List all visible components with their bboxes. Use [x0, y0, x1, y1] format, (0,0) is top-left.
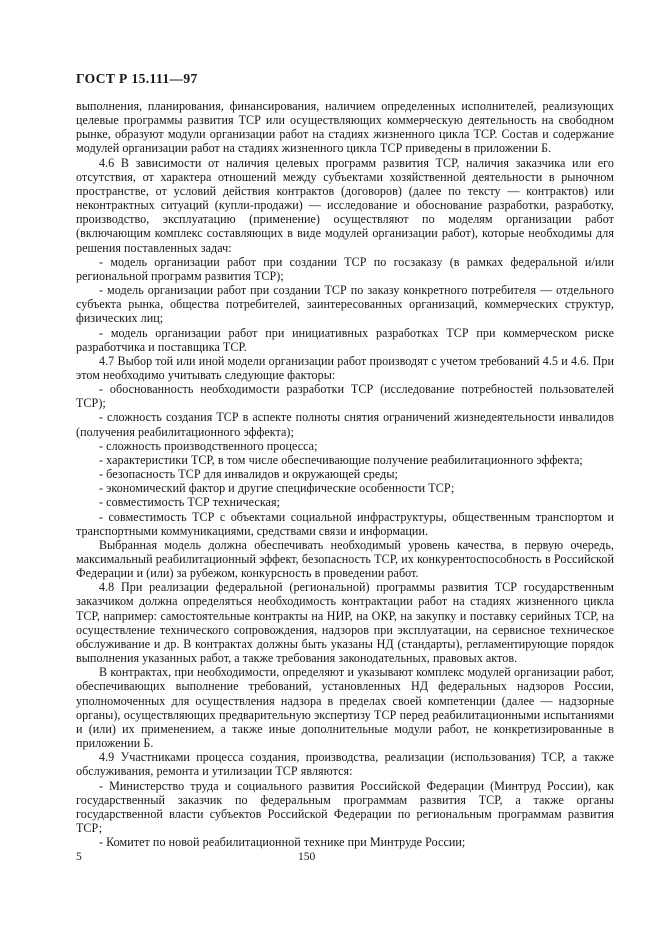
paragraph: 4.6 В зависимости от наличия целевых программ развития ТСР, наличия заказчика или его отсутствия, от характера отношений между субъектами хозяйственной деятельности в рыночном пространстве, от условий действия контрактов (договоров) (далее по тексту — контрактов) или неконтрактных ситуаций (купли-продажи) — исследование и обоснование разработки, разработку, производство, эксплуатацию (применение) осуществляют по моделям организации работ (включающим комплекс составляющих в виде модулей организации работ), которые необходимы для решения поставленных задач: [76, 155, 614, 255]
paragraph: 4.7 Выбор той или иной модели организации работ производят с учетом требований 4.5 и 4.6. При этом необходимо учитывать следующие факторы: [76, 353, 614, 382]
paragraph: - Министерство труда и социального развития Российской Федерации (Минтруд России), как государственный заказчик по федеральным программам развития ТСР, а также органы государственной власти субъектов Российской Федерации по региональным программам развития ТСР; [76, 778, 614, 835]
paragraph: - сложность создания ТСР в аспекте полноты снятия ограничений жизнедеятельности инвалидов (получения реабилитационного эффекта); [76, 410, 614, 439]
paragraph: - совместимость ТСР техническая; [99, 495, 280, 510]
paragraph: В контрактах, при необходимости, определяют и указывают комплекс модулей организации работ, обеспечивающих выполнение требований, установленных НД федеральных надзоров России, уполномоченных для осуществления надзора в пределах своей компетенции (далее — надзорные органы), осуществляющих предварительную экспертизу ТСР перед реабилитационными испытаниями и (или) их применением, а также иные дополнительные модули работ, не конкретизированные в приложении Б. [76, 665, 614, 751]
paragraph: 4.8 При реализации федеральной (региональной) программы развития ТСР государственным заказчиком должна определяться необходимость контрактации работ на стадиях жизненного цикла ТСР, например: самостоятельные контракты на НИР, на ОКР, на закупку и поставку серийных ТСР, на осуществление технического сопровождения, надзоров при эксплуатации, на сервисное техническое обслуживание и др. В контрактах должны быть указаны НД (стандарты), регламентирующие порядок выполнения указанных работ, а также требования законодательных, правовых актов. [76, 580, 614, 666]
paragraph: 4.9 Участниками процесса создания, производства, реализации (использования) ТСР, а также обслуживания, ремонта и утилизации ТСР являются: [76, 750, 614, 779]
paragraph: - совместимость ТСР с объектами социальной инфраструктуры, общественным транспортом и транспортными коммуникациями, средствами связи и информации. [76, 509, 614, 538]
paragraph: выполнения, планирования, финансирования, наличием определенных исполнителей, реализующих целевые программы развития ТСР или осуществляющих коммерческую деятельность на свободном рынке, образуют модули организации работ на стадиях жизненного цикла ТСР. Состав и содержание модулей организации работ на стадиях жизненного цикла ТСР приведены в приложении Б. [76, 99, 614, 156]
paragraph: - характеристики ТСР, в том числе обеспечивающие получение реабилитационного эффекта; [99, 452, 583, 467]
paragraph: - модель организации работ при создании ТСР по госзаказу (в рамках федеральной и/или региональной программ развития ТСР); [76, 254, 614, 283]
paragraph: - модель организации работ при инициативных разработках ТСР при коммерческом риске разработчика и поставщика ТСР. [76, 325, 614, 354]
paragraph: - сложность производственного процесса; [99, 438, 318, 453]
document-footer [76, 851, 614, 867]
paragraph: - экономический фактор и другие специфические особенности ТСР; [99, 481, 455, 496]
paragraph: - безопасность ТСР для инвалидов и окружающей среды; [99, 467, 398, 482]
paragraph: - Комитет по новой реабилитационной технике при Минтруде России; [99, 835, 466, 850]
paragraph: - модель организации работ при создании ТСР по заказу конкретного потребителя — отдельного субъекта рынка, общества потребителей, заинтересованных организаций, коммерческих структур, физических лиц; [76, 283, 614, 326]
paragraph: - обоснованность необходимости разработки ТСР (исследование потребностей пользователей ТСР); [76, 382, 614, 411]
sheet-number: 150 [298, 851, 316, 863]
page-number: 5 [76, 851, 82, 863]
paragraph: Выбранная модель должна обеспечивать необходимый уровень качества, в первую очередь, максимальный реабилитационный эффект, безопасность ТСР, их конкурентоспособность в Российской Федерации и (или) за рубежом, конкурсность в проведении работ. [76, 537, 614, 581]
document-body [76, 99, 614, 851]
document-standard-number: ГОСТ Р 15.111—97 [76, 71, 198, 86]
